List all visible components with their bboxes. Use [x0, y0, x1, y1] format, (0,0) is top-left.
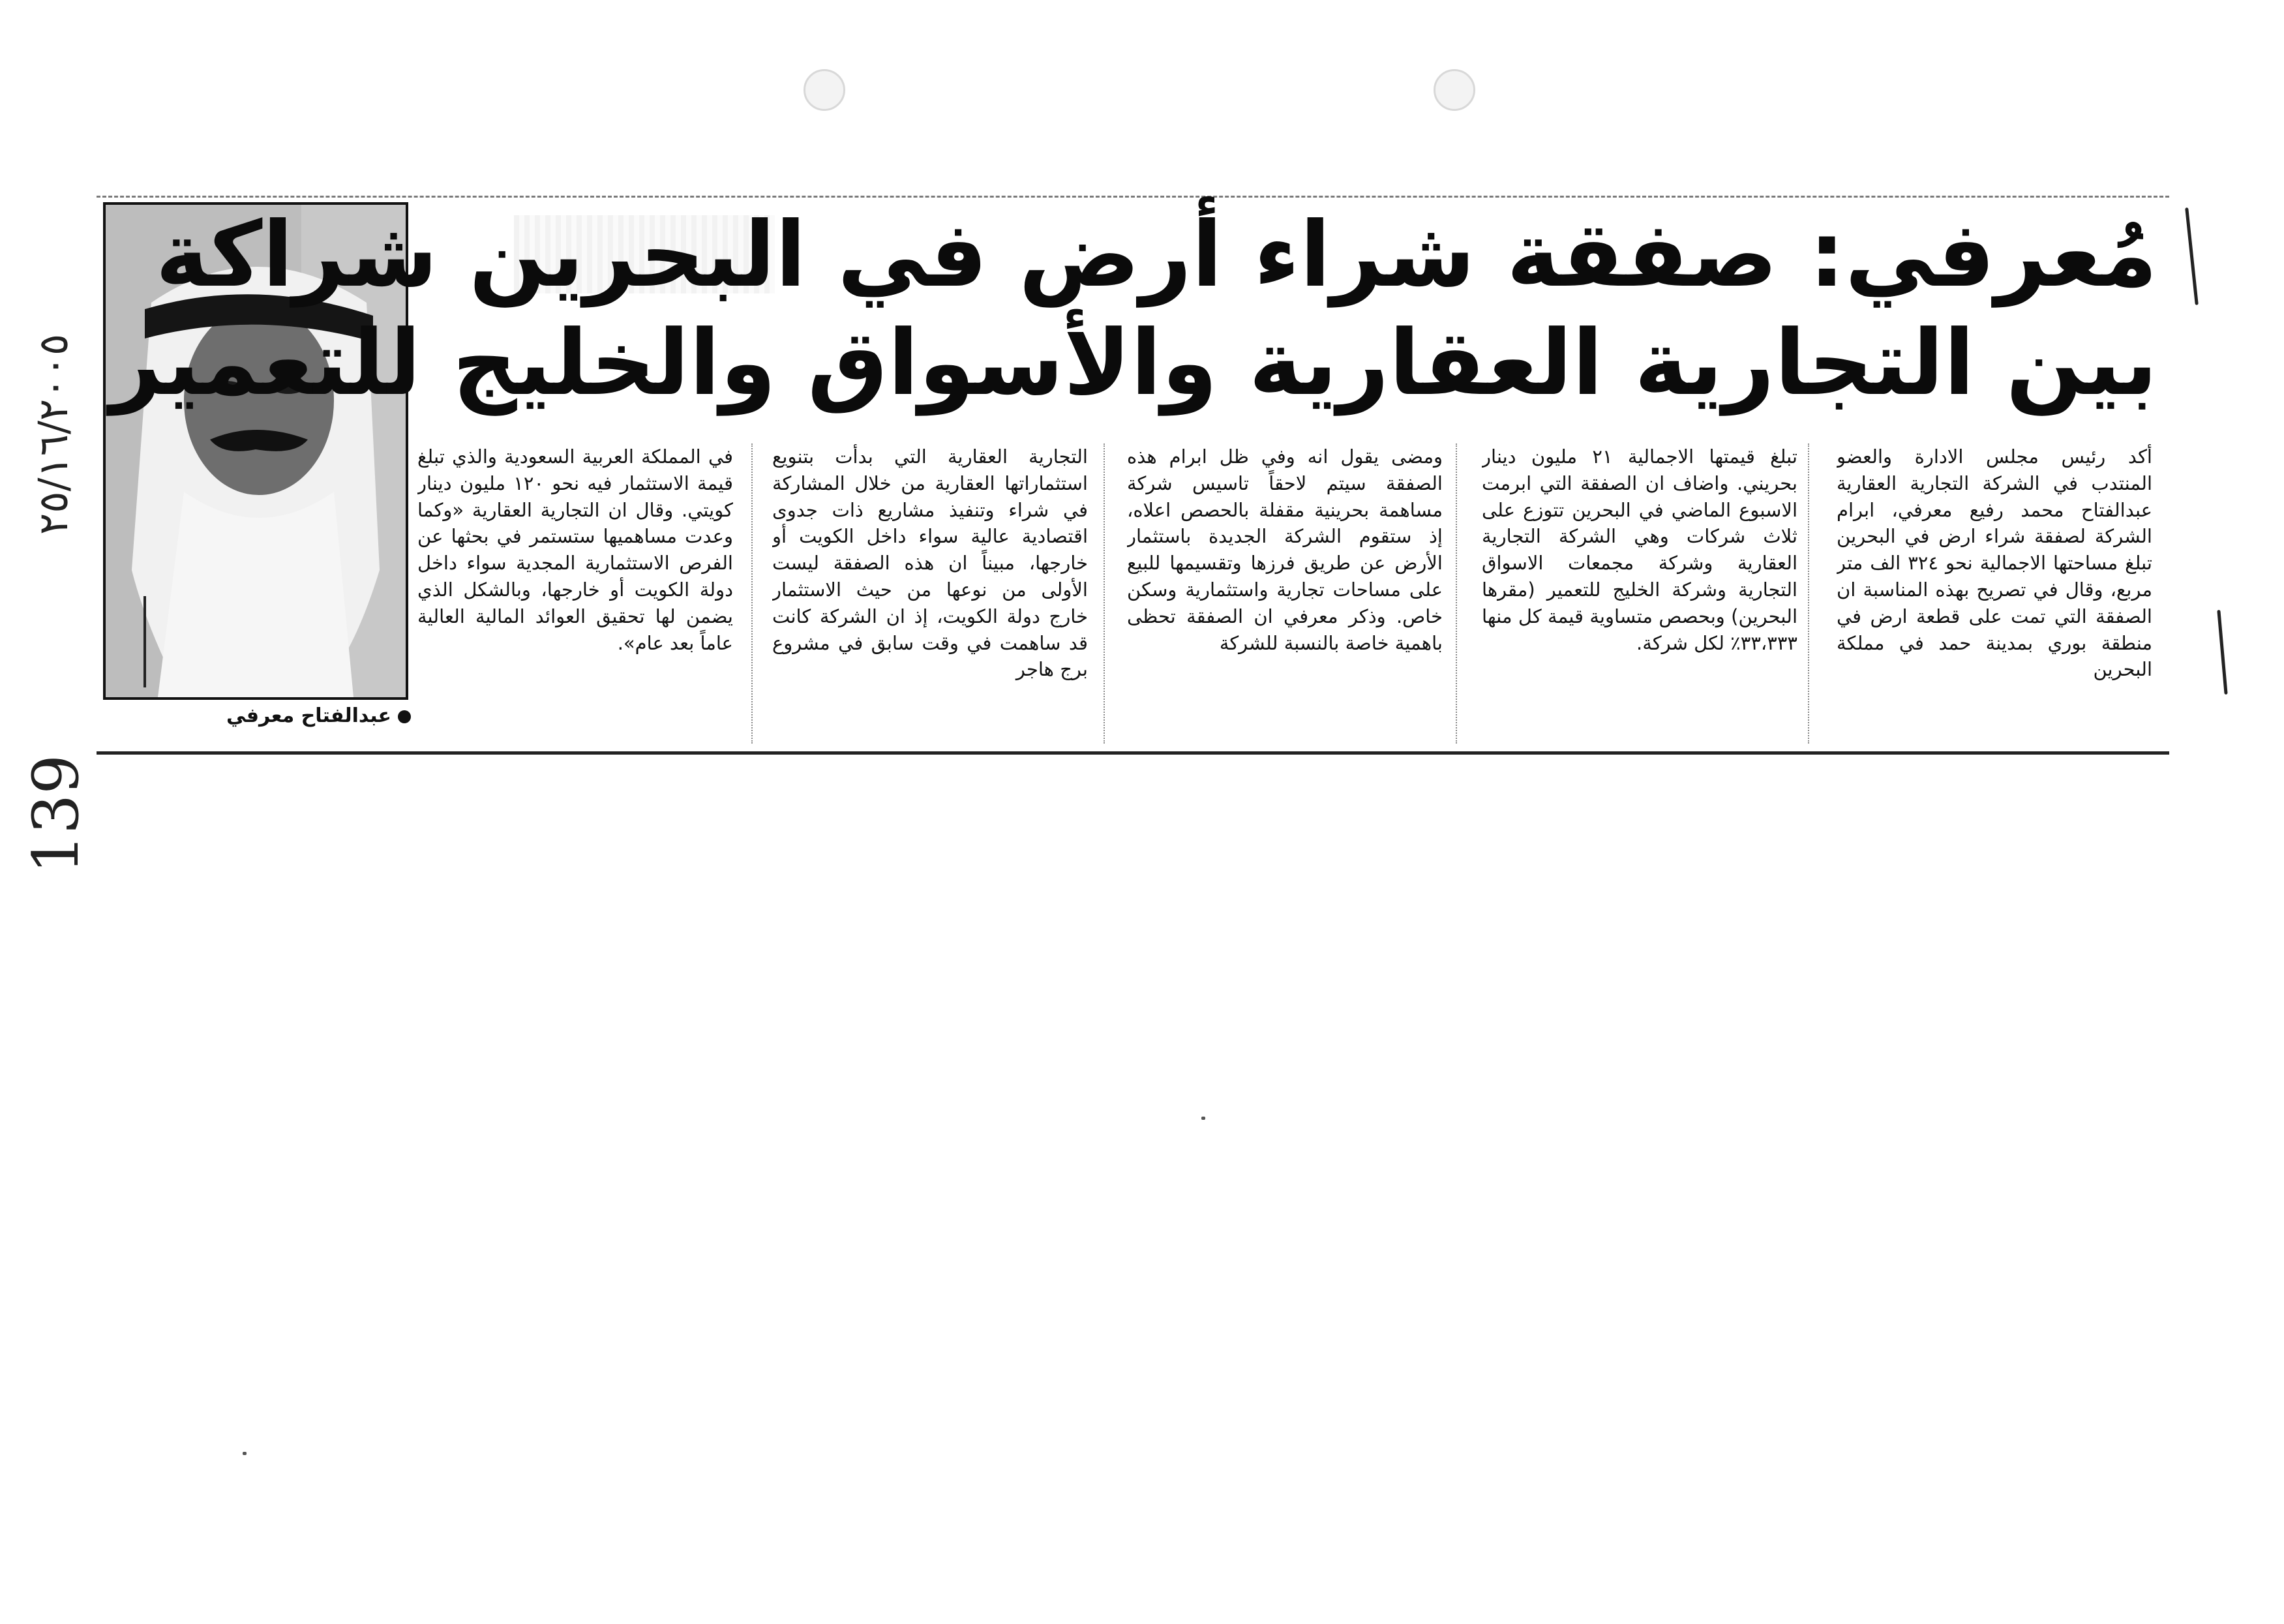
- headline: [110, 201, 2157, 417]
- article-column-1: [1837, 444, 2152, 744]
- punch-hole: [804, 69, 845, 111]
- handwritten-page-number: 139: [20, 754, 93, 874]
- paragraph: التجارية العقارية التي بدأت بتنويع استثماراتها العقارية من خلال المشاركة في شراء وتنفيذ مشاريع ذات جدوى اقتصادية عالية سواء داخل الكويت أو خارجها، مبيناً ان هذه الصفقة ليست الأولى من نوعها من حيث الاستثمار خارج دولة الكويت، إذ ان الشركة كانت قد ساهمت في وقت سابق في مشروع برج هاجر: [772, 445, 1088, 681]
- caption-bullet: [398, 710, 411, 723]
- paper-speck: [1201, 1117, 1205, 1120]
- photo-caption: [103, 704, 411, 727]
- margin-mark: [2217, 610, 2227, 695]
- article-column-2: [1482, 444, 1797, 744]
- clipping-bottom-border: [97, 751, 2169, 755]
- headline-line-2: بين التجارية العقارية والأسواق والخليج للتعمير: [110, 310, 2157, 415]
- newspaper-clipping: [97, 196, 2169, 760]
- headline-line-1: مُعرفي: صفقة شراء أرض في البحرين شراكة: [155, 202, 2157, 307]
- article-column-4: [772, 444, 1088, 744]
- paragraph: ومضى يقول انه وفي ظل ابرام هذه الصفقة سيتم لاحقاً تاسيس شركة مساهمة بحرينية مقفلة بالحصص اعلاه، إذ ستقوم الشركة الجديدة باستثمار الأرض عن طريق فرزها وتقسيمها للبيع على مساحات تجارية واستثمارية وسكن خاص. وذكر معرفي ان الصفقة تحظى باهمية خاصة بالنسبة للشركة: [1127, 445, 1443, 654]
- paper-speck: [243, 1452, 247, 1455]
- article-column-5: [417, 444, 733, 744]
- paragraph: أكد رئيس مجلس الادارة والعضو المنتدب في الشركة التجارية العقارية عبدالفتاح محمد رفيع معرفي، ابرام الشركة لصفقة شراء ارض في البحرين تبلغ مساحتها الاجمالية نحو ٣٢٤ الف متر مربع، وقال في تصريح بهذه المناسبة ان الصفقة التي تمت على قطعة ارض في منطقة بوري بمدينة حمد في مملكة البحرين: [1837, 445, 2152, 681]
- paragraph: في المملكة العربية السعودية والذي تبلغ قيمة الاستثمار فيه نحو ١٢٠ مليون دينار كويتي. وقال ان التجارية العقارية «وكما وعدت مساهميها ستستمر في بحثها عن الفرص الاستثمارية المجدية سواء داخل دولة الكويت أو خارجها، وبالشكل الذي يضمن لها تحقيق العوائد المالية العالية عاماً بعد عام».: [417, 445, 733, 654]
- punch-hole: [1434, 69, 1475, 111]
- article-column-3: [1127, 444, 1443, 744]
- clipping-top-border: [97, 196, 2169, 198]
- article-body: [417, 444, 2152, 744]
- margin-mark: [2185, 207, 2199, 305]
- paragraph: تبلغ قيمتها الاجمالية ٢١ مليون دينار بحريني. واضاف ان الصفقة التي ابرمت الاسبوع الماضي في البحرين تتوزع على ثلاث شركات وهي الشركة التجارية العقارية وشركة مجمعات الاسواق التجارية وشركة الخليج للتعمير (مقرها البحرين) وبحصص متساوية قيمة كل منها ٣٣،٣٣٣٪ لكل شركة.: [1482, 445, 1797, 654]
- caption-text: عبدالفتاح معرفي: [226, 704, 391, 727]
- handwritten-date: ٢٥/١٦/٢٠٠٥: [29, 333, 77, 535]
